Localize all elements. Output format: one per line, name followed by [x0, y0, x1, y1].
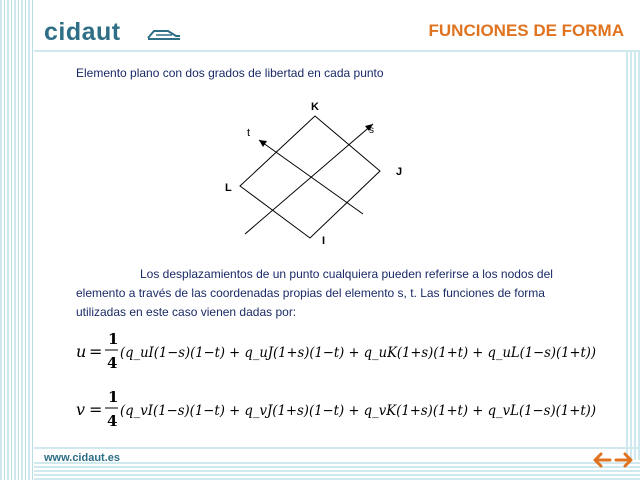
t-axis-arrow [259, 140, 267, 147]
eq-v-equals: = [89, 400, 103, 419]
eq-u-frac-den: 4 [107, 354, 118, 372]
eq-u-rhs: (q_uI(1−s)(1−t) + q_uJ(1+s)(1−t) + q_uK(1+s)(1+t) + q_uL(1−s)(1+t)) [120, 345, 596, 361]
eq-u-equals: = [89, 342, 103, 361]
page-title: FUNCIONES DE FORMA [428, 21, 624, 40]
right-decorative-stripes [626, 52, 640, 460]
cidaut-logo: cidaut [44, 18, 121, 46]
header [34, 0, 640, 52]
equation-v [76, 386, 616, 432]
node-label-k: K [311, 101, 319, 113]
description-paragraph [76, 265, 596, 322]
eq-v-rhs: (q_vI(1−s)(1−t) + q_vJ(1+s)(1−t) + q_vK(1+s)(1+t) + q_vL(1−s)(1+t)) [120, 403, 596, 419]
eq-v-frac-den: 4 [107, 412, 118, 430]
axis-label-t: t [247, 127, 251, 139]
node-label-l: L [225, 182, 232, 194]
arrow-left-icon[interactable] [592, 451, 612, 469]
eq-v-frac-num: 1 [108, 388, 119, 406]
eq-v-lhs: v [76, 400, 86, 419]
t-axis [259, 140, 363, 214]
eq-u-lhs: u [76, 342, 87, 361]
left-decorative-stripes [0, 0, 34, 480]
header-divider [34, 50, 640, 52]
eq-u-frac-num: 1 [108, 330, 119, 348]
car-logo-icon [146, 26, 182, 42]
s-axis [245, 124, 373, 234]
intro-text: Elemento plano con dos grados de libertad en cada punto [76, 66, 384, 80]
arrow-right-icon[interactable] [614, 451, 634, 469]
footer-url-link[interactable]: www.cidaut.es [44, 452, 121, 464]
description-text: Los desplazamientos de un punto cualquiera pueden referirse a los nodos del elemento a través de las coordenadas propias del elemento s, t. Las funciones de forma utilizadas en este caso vienen dadas por: [76, 267, 553, 319]
footer-stripes [34, 462, 640, 480]
node-label-i: I [322, 235, 326, 247]
node-label-j: J [396, 166, 403, 178]
footer-divider [34, 447, 640, 449]
equation-u [76, 328, 616, 374]
element-diagram [215, 96, 415, 256]
axis-label-s: s [369, 125, 374, 136]
